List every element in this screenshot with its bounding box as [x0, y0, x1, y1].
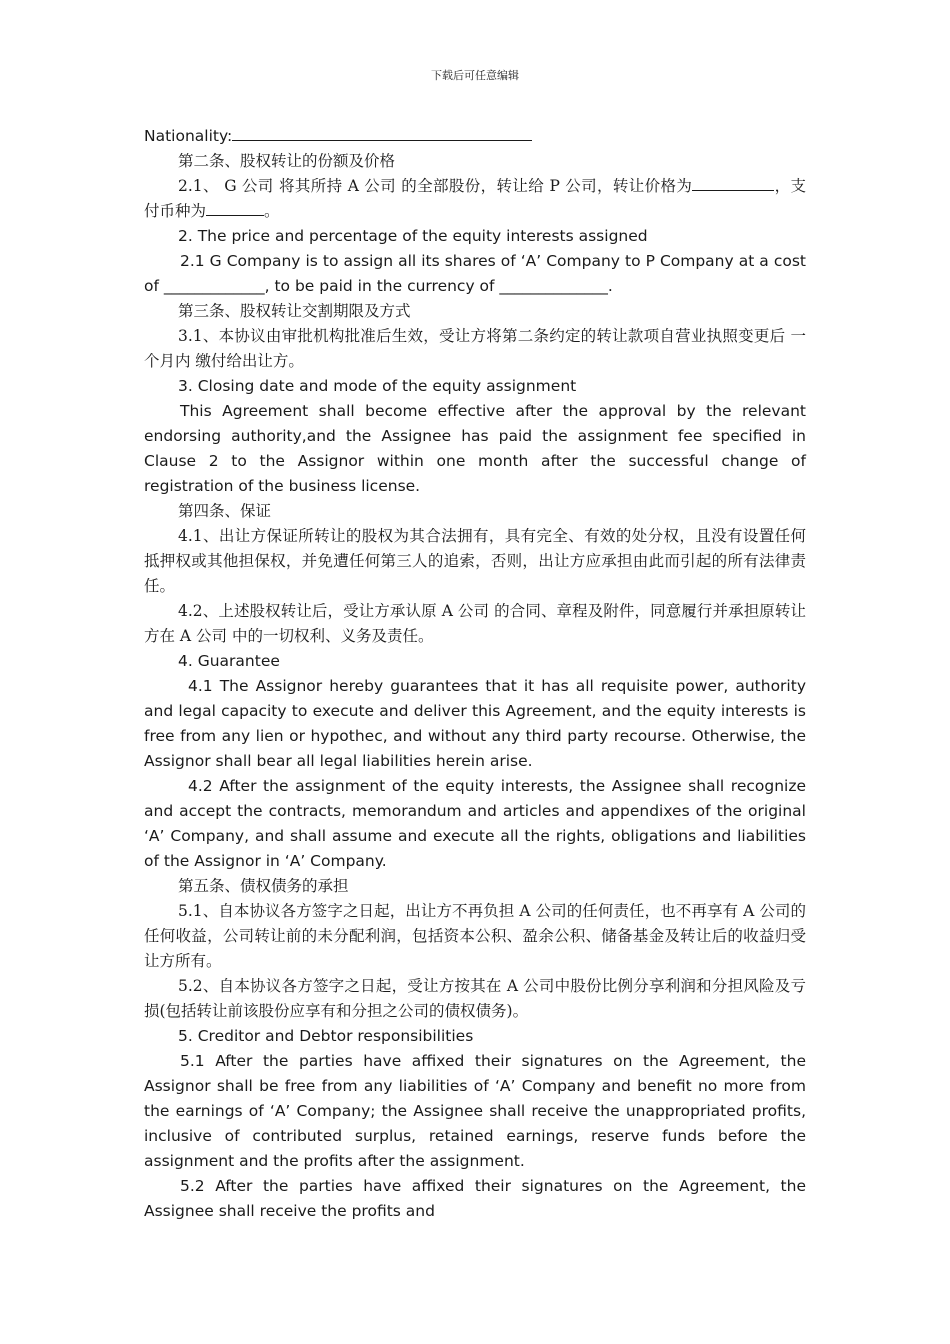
article-4-en-title: 4. Guarantee: [178, 652, 280, 670]
article-2-cn-clause-1: [144, 174, 806, 224]
currency-blank: [206, 199, 264, 216]
nationality-label: Nationality:: [144, 127, 233, 145]
article-5-en-clause-2: 5.2 After the parties have affixed their signatures on the Agreement, the Assignee shall receive the profits and: [144, 1177, 806, 1220]
article-3-en-clause-1: This Agreement shall become effective after the approval by the relevant endorsing authority,and the Assignee has paid the assignment fee specified in Clause 2 to the Assignor within one month after the successful change of registration of the business license.: [144, 402, 806, 495]
article-5-en-clause-1: 5.1 After the parties have affixed their signatures on the Agreement, the Assignor shall be free from any liabilities of ‘A’ Company and benefit no more from the earnings of ‘A’ Company; the Assignee shall receive the unappropriated profits, inclusive of contributed surplus, retained earnings, reserve funds before the assignment and the profits after the assignment.: [144, 1052, 806, 1170]
article-4-en-clause-2: 4.2 After the assignment of the equity interests, the Assignee shall recognize and accept the contracts, memorandum and articles and appendixes of the original ‘A’ Company, and shall assume and execute all the rights, obligations and liabilities of the Assignor in ‘A’ Company.: [144, 777, 806, 870]
clause-2-1-cn-text: 2.1、 G 公司 将其所持 A 公司 的全部股份，转让给 P 公司，转让价格为: [178, 177, 693, 195]
article-2-cn-title: 第二条、股权转让的份额及价格: [178, 152, 396, 170]
article-4-cn-title: 第四条、保证: [178, 502, 272, 520]
article-5-cn-title: 第五条、债权债务的承担: [178, 877, 349, 895]
article-5-cn-clause-2: 5.2、自本协议各方签字之日起，受让方按其在 A 公司中股份比例分享利润和分担风险及亏损(包括转让前该股份应享有和分担之公司的债权债务)。: [144, 977, 806, 1020]
article-3-cn-clause-1: 3.1、本协议由审批机构批准后生效，受让方将第二条约定的转让款项自营业执照变更后 一个月内 缴付给出让方。: [144, 327, 806, 370]
article-5-cn-clause-1: 5.1、自本协议各方签字之日起，出让方不再负担 A 公司的任何责任，也不再享有 A 公司的任何收益，公司转让前的未分配利润，包括资本公积、盈余公积、储备基金及转让后的收益归受让方所有。: [144, 902, 806, 970]
article-3-cn-title: 第三条、股权转让交割期限及方式: [178, 302, 411, 320]
clause-2-1-cn-end: 。: [264, 202, 280, 220]
nationality-blank: [232, 124, 532, 141]
article-2-en-clause-1: 2.1 G Company is to assign all its shares of ‘A’ Company to P Company at a cost of _____________, to be paid in the currency of ______________.: [144, 252, 806, 295]
article-4-cn-clause-1: 4.1、出让方保证所转让的股权为其合法拥有，具有完全、有效的处分权，且没有设置任何抵押权或其他担保权，并免遭任何第三人的追索，否则，出让方应承担由此而引起的所有法律责任。: [144, 527, 806, 595]
article-4-en-clause-1: 4.1 The Assignor hereby guarantees that it has all requisite power, authority and legal capacity to execute and deliver this Agreement, and the equity interests is free from any lien or hypothec, and without any third party recourse. Otherwise, the Assignor shall bear all legal liabilities herein arise.: [144, 677, 806, 770]
price-blank: [692, 174, 774, 191]
nationality-line: [144, 124, 806, 149]
page-header: 下载后可任意编辑: [431, 69, 519, 82]
article-3-en-title: 3. Closing date and mode of the equity assignment: [178, 377, 577, 395]
article-2-en-title: 2. The price and percentage of the equity interests assigned: [178, 227, 648, 245]
clause-2-1-cn-currency: ，支付币种为: [144, 177, 806, 220]
article-5-en-title: 5. Creditor and Debtor responsibilities: [178, 1027, 474, 1045]
document-body: [144, 124, 806, 1224]
article-4-cn-clause-2: 4.2、上述股权转让后，受让方承认原 A 公司 的合同、章程及附件，同意履行并承担原转让方在 A 公司 中的一切权利、义务及责任。: [144, 602, 806, 645]
